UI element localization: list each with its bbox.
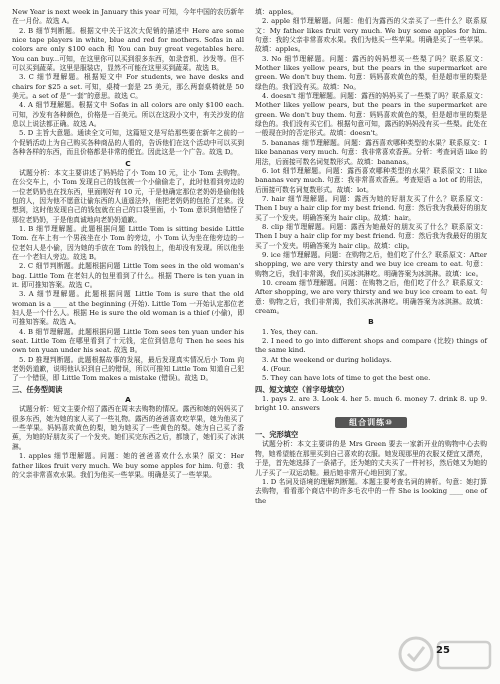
paragraph: 8. clip 细节理解题。问题：露西为她最好的朋友买了什么？联系原文：Then I buy a hair clip for my best friend. 句意：然后我为我最好的朋友买了一个发夹。明确答案为 hair clip。故填：clip。 <box>255 222 487 250</box>
passage-letter-heading: A <box>125 395 131 405</box>
paragraph: 6. lot 细节理解题。问题：露西喜欢哪种类型的水果？联系原文：I like bananas very much. 句意：我非常喜欢香蕉。考查短语 a lot of 的用法，后面接可数名词复数形式。故填：lot。 <box>255 166 487 194</box>
paragraph: 9. ice 细节理解题。问题：在购物之后，他们吃了什么？联系原文：After shopping, we are very thirsty and we buy ice cream to eat. 句意：购物之后，我们非常渴，我们买冰淇淋吃。明确答案为冰淇淋。故填：ice。 <box>255 250 487 278</box>
paragraph: 5. D 主旨大意题。通读全文可知，这篇短文是写给那些要在新年之前的一个促销活动上为自己购买各种商品的人看的，告诉他们在这个活动中可以买到各种各样的东西，而且价格都是非常的便宜。因此这是一个广告。故选 D。 <box>12 129 244 157</box>
paragraph: 2. I need to go into different shops and compare (比较) things of the same kind. <box>255 337 487 355</box>
right-column <box>255 8 487 506</box>
paragraph: 4. doesn't 细节理解题。问题：露西的妈妈买了一些梨了吗？联系原文：Mother likes yellow pears, but the pears in the supermarket are green. We don't buy them. 句意：妈妈喜欢黄色的梨，但是超市里的梨是绿色的。我们没有买它们。根据句意可知，露西的妈妈没有买一些梨。此处在一般现在时的否定形式。故填：doesn't。 <box>255 92 487 138</box>
section-heading: 四、短文填空（首字母填空） <box>255 384 349 394</box>
paragraph: New Year is next week in January this year 可知，今年中国的农历新年在一月份。故选 A。 <box>12 8 244 26</box>
section-banner-label: 组合训练⑩ <box>335 417 407 428</box>
paragraph: 7. hair 细节理解题。问题：露西为她的好朋友买了什么？联系原文：Then I buy a hair clip for my best friend. 句意：然后我为我最好的朋友买了一个发夹。明确答案为 hair clip。故填：hair。 <box>255 194 487 222</box>
passage-letter-heading: B <box>368 317 374 327</box>
paragraph: 试题分析：本文主要讲述了妈妈给了小 Tom 10 元，让小 Tom 去购物。在公交车上，小 Tom 发现自己的钱包被一个小偷偷走了，此时他看到旁边的一位老奶奶也在找东西，里面刚好有 10 元，于是他确定那位老奶奶是偷他钱包的人，因为他不愿意让偷东西的人逍遥法外，他把老奶奶的包抢了过来。没想到，这时他发现自己的钱包就在自己的口袋里面，小 Tom 意识到他错怪了那位老奶奶，于是他真诚地向老奶奶道歉。 <box>12 168 244 224</box>
paragraph: 3. C 细节理解题。根据短文中 For students, we have desks and chairs for $25 a set. 可知，桌椅一套是 25 美元，那么两套桌椅就是 50 美元。a set of 是“一套”的意思。故选 C。 <box>12 73 244 101</box>
paragraph: 4. (Four. <box>262 365 291 374</box>
paragraph: 1. Yes, they can. <box>262 327 318 336</box>
paragraph: 3. At the weekend or during holidays. <box>262 355 392 364</box>
section-banner <box>255 417 487 428</box>
paragraph: 2. B 细节判断题。根据文中关于这次大促销的描述中 Here are some nice tape players in white, blue and red for mothers. Sofas in all colors are only $100 each 和 You can buy great vegetables here. You can buy...可知，在这里你可以买到很多东西，如录音机、沙发等。但不可以买到蔬菜。这里是服装店，显然不可能在这里买到蔬菜。故选 B。 <box>12 26 244 73</box>
paragraph: 3. No 细节理解题。问题：露西的妈妈想买一些梨了吗？联系原文：Mother likes yellow pears, but the pears in the supermarket are green. We don't buy them. 句意：妈妈喜欢黄色的梨，但是超市里的梨是绿色的。我们没有买。故填：No。 <box>255 54 487 91</box>
paragraph: 4. A 细节理解题。根据文中 Sofas in all colors are only $100 each. 可知，沙发有各种颜色，价格是一百美元。所以在这段小文中，有关沙发的信息以上说法都正确。故选 A。 <box>12 101 244 129</box>
section-heading: 三、任务型阅读 <box>12 384 63 394</box>
paragraph: 5. They can have lots of time to get the best one. <box>262 374 431 383</box>
paragraph: 试题分析：短文主要介绍了露西在周末去购物的情况。露西和她的妈妈买了很多东西，她为她的家人买了一些礼物。露西的爸爸喜欢吃苹果，她为他买了一些苹果。妈妈喜欢黄色的梨，她为她买了一些黄色的梨。她为自己买了香蕉，为她的好朋友买了一个发夹。她们买完东西之后，都饿了，她们买了冰淇淋。 <box>12 405 244 451</box>
paragraph: 2. C 细节判断题。此题根据问题 Little Tom sees in the old woman's bag. Little Tom 在老妇人的包里看到了什么。根据 There is ten yuan in it. 即可推知答案。故选 C。 <box>12 262 244 289</box>
paragraph: 1. D 名词及语境的理解判断题。本题主要考查名词的辨析。句意：她打算去购物，看看那个商店中的许多毛衣中的一件 She is looking ____ one of the <box>255 477 487 505</box>
paragraph: 5. D 推理判断题。此题根据故事的发展，最后发现真实情况后小 Tom 向老奶奶道歉，说明他认识到自己的错误，所以可推知 Little Tom 知道自己犯了一个错误，即 Little Tom makes a mistake (错误)。故选 D。 <box>12 355 244 383</box>
paragraph: 1. pays 2. are 3. Look 4. her 5. much 6. money 7. drink 8. up 9. bright 10. answers <box>255 395 487 413</box>
paragraph: 试题分析：本文主要讲的是 Mrs Green 要去一家新开业的购物中心去购物，她希望能在那里买到自己喜欢的衣服。她发现那里的衣服又便宜又漂亮，于是，首先她选择了一条裙子，还为她的丈夫买了一件衬衫，然后她又为她的儿子买了一双运动鞋。最后她非常开心地回到了家。 <box>255 440 487 477</box>
paragraph: 填：apples。 <box>255 8 298 16</box>
paragraph: 1. apples 细节理解题。问题：她的爸爸喜欢什么水果？原文：Her father likes fruit very much. We buy some apples for him. 句意：我的父亲非常喜欢水果。我们为他买一些苹果。明确是买了一些苹果。 <box>12 452 244 479</box>
left-column <box>12 8 244 480</box>
passage-letter-heading: C <box>125 158 131 168</box>
page-number: 25 <box>436 645 450 656</box>
paragraph: 10. cream 细节理解题。问题：在购物之后，他们吃了什么？联系原文：After shopping, we are very thirsty and we buy ice cream to eat. 句意：购物之后，我们非常渴，我们买冰淇淋吃。明确答案为冰淇淋。故填：cream。 <box>255 278 487 315</box>
paragraph: 3. A 细节理解题。此题根据问题 Little Tom is sure that the old woman is a ____ at the beginning (开始). Little Tom 一开始认定那位老妇人是一个什么人。根据 He is sure the old woman is a thief (小偷)，即可推知答案。故选 A。 <box>12 290 244 327</box>
section-heading: 一、完形填空 <box>255 430 299 440</box>
paragraph: 4. B 细节理解题。此题根据问题 Little Tom sees ten yuan under his seat. Little Tom 在哪里看到了十元钱，定位到信息句 Then he sees his own ten yuan under his seat. 故选 B。 <box>12 327 244 355</box>
paragraph: 2. apple 细节理解题。问题：他们为露西的父亲买了一些什么？联系原文：My father likes fruit very much. We buy some apples for him. 句意：我的父亲非常喜欢水果。我们为他买一些苹果。明确是买了一些苹果。故填：apples。 <box>255 17 487 54</box>
paragraph: 1. B 细节理解题。此题根据问题 Little Tom is sitting beside Little Tom. 在车上有一个男孩坐在小 Tom 的旁边，小 Tom 认为坐在他旁边的一位老妇人是小偷，因为她的手放在 Tom 的钱包上，他却没有发现。所以他坐在一个老妇人旁边。故选 B。 <box>12 224 244 261</box>
paragraph: 5. bananas 细节理解题。问题：露西喜欢哪种类型的水果？联系原文：I like bananas very much. 句意：我非常喜欢香蕉。分析：考查词语 like 的用法，后面接可数名词复数形式。故填：bananas。 <box>255 138 487 166</box>
